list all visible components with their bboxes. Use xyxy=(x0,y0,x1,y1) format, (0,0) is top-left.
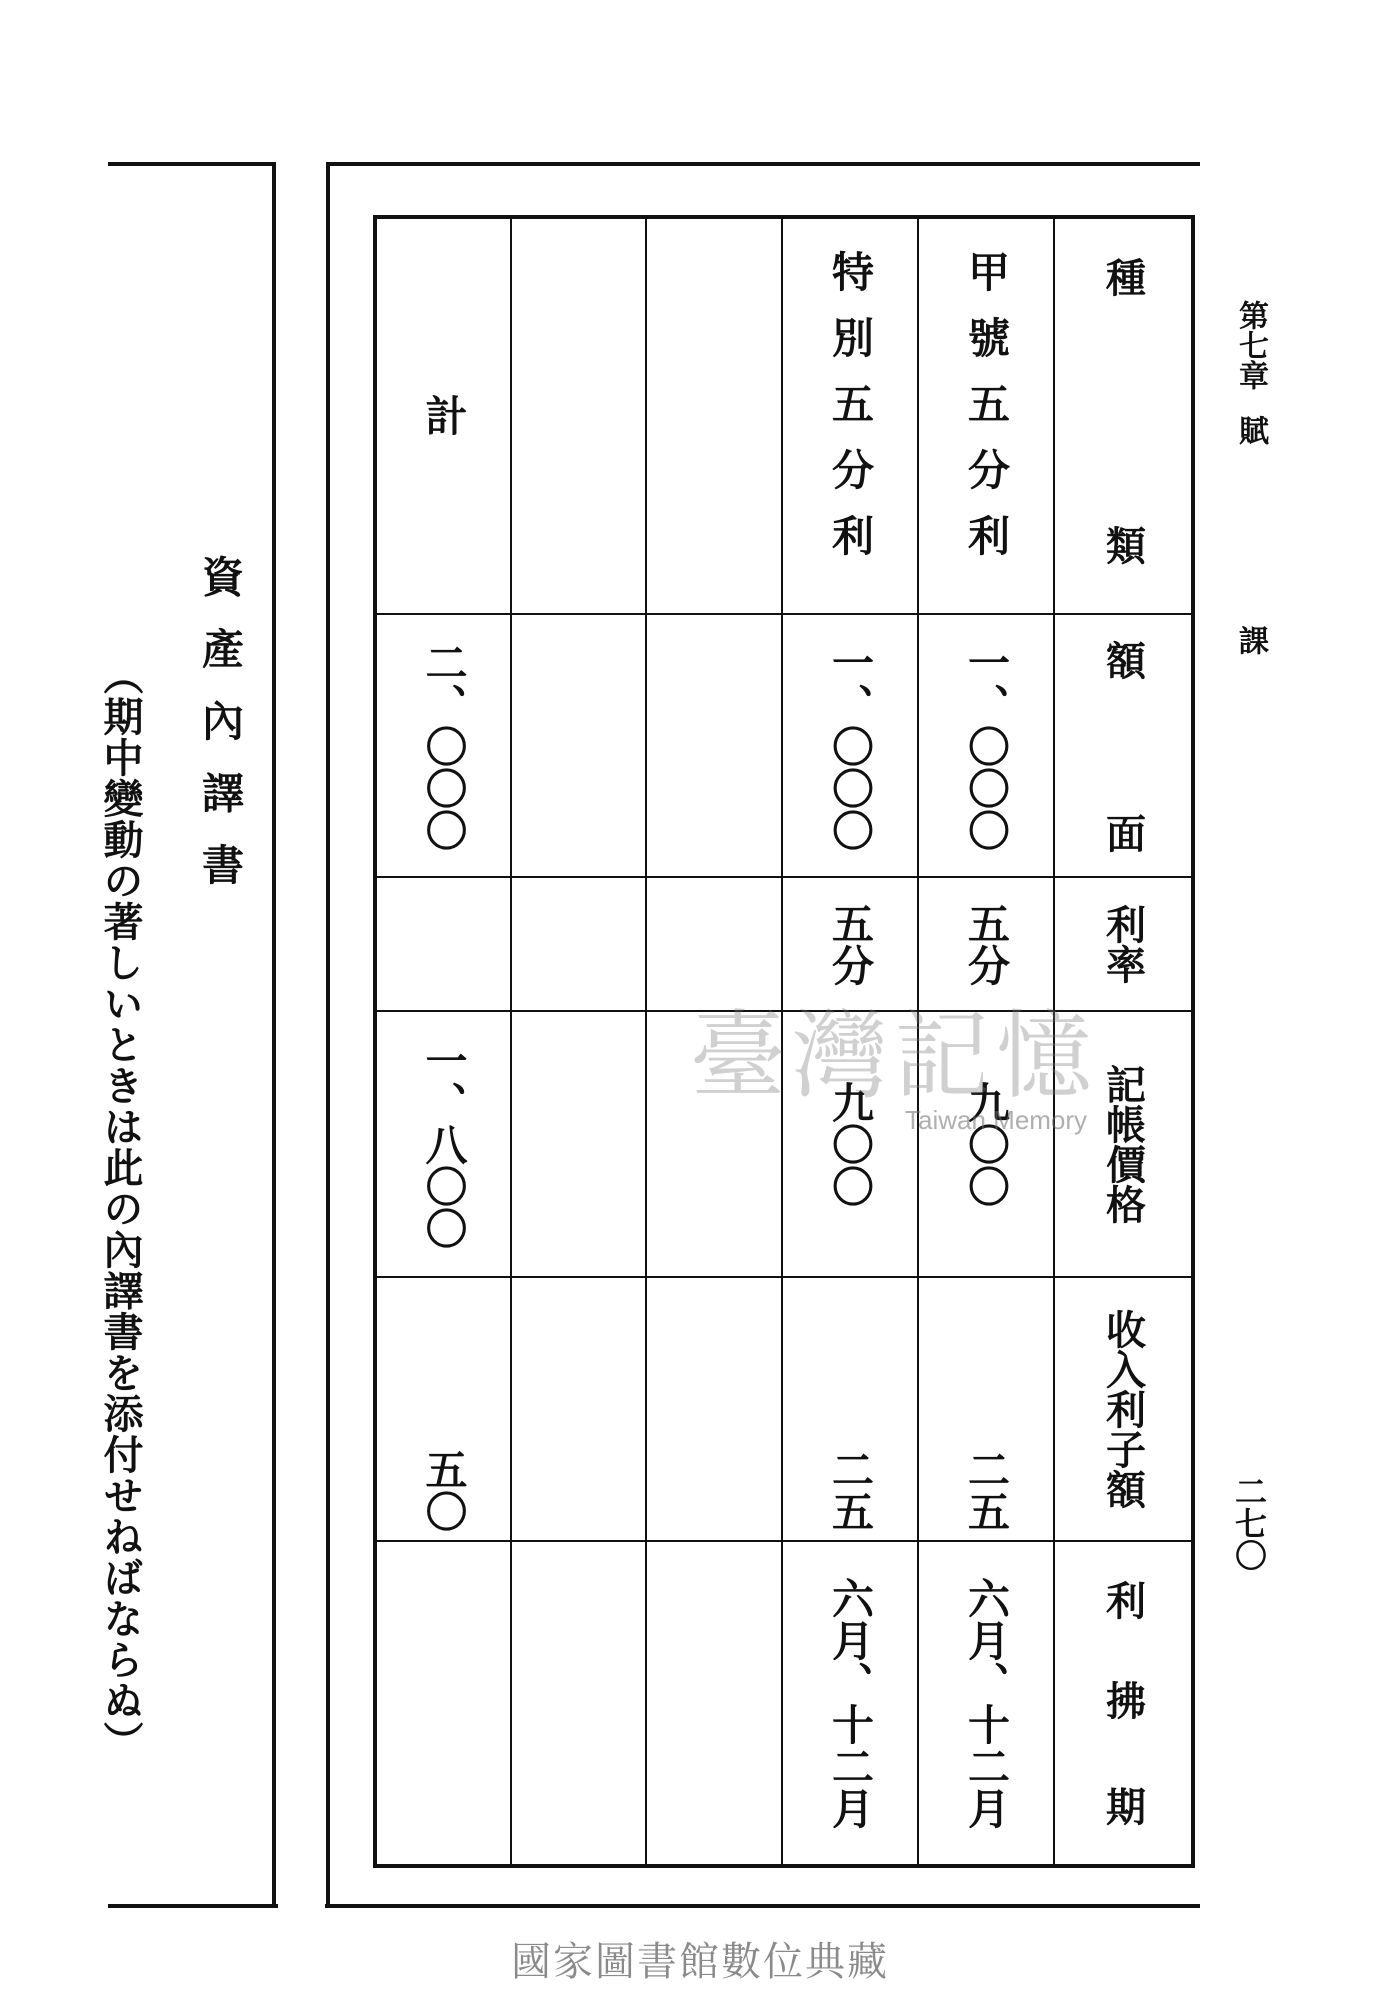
header-face-bottom-label: 面 xyxy=(1099,813,1147,853)
chapter-label: 第七章 xyxy=(1233,300,1268,390)
cell-payment-period: 六月、十二月 xyxy=(826,1577,875,1829)
table-cell xyxy=(783,1542,917,1864)
table-border-bottom xyxy=(373,1864,1195,1868)
header-face-bottom xyxy=(1055,790,1191,876)
header-face-top xyxy=(1055,615,1191,705)
document-title: 資產內譯書 xyxy=(196,555,245,915)
table-cell xyxy=(377,615,510,876)
header-pay-top-label: 利 xyxy=(1099,1580,1147,1620)
cell-interest-rate: 五分 xyxy=(962,902,1011,986)
cell-face-value: 一、〇〇〇 xyxy=(962,640,1011,851)
header-pay-middle-label: 拂 xyxy=(1099,1680,1147,1720)
header-face-top-label: 額 xyxy=(1099,640,1147,680)
table-row xyxy=(783,217,917,613)
header-pay-middle xyxy=(1055,1650,1191,1750)
table-cell xyxy=(919,1278,1053,1540)
header-book-value-label: 記帳價格 xyxy=(1099,1064,1147,1224)
header-pay-bottom-label: 期 xyxy=(1099,1786,1147,1826)
cell-book-value: 九〇〇 xyxy=(962,1081,1011,1207)
cell-face-value: 一、〇〇〇 xyxy=(826,640,875,851)
table-row-total xyxy=(377,217,510,613)
table-border-right xyxy=(1191,215,1195,1868)
total-interest-income: 五〇 xyxy=(419,1448,469,1532)
total-label: 計 xyxy=(419,394,469,436)
cell-payment-period: 六月、十二月 xyxy=(962,1577,1011,1829)
total-book-value: 一、八〇〇 xyxy=(419,1039,469,1249)
table-cell xyxy=(919,1542,1053,1864)
table-cell xyxy=(783,615,917,876)
subsection-label: 課 xyxy=(1233,625,1268,655)
cell-interest-rate: 五分 xyxy=(826,902,875,986)
table-cell xyxy=(377,1012,510,1276)
header-kind-top xyxy=(1055,217,1191,337)
header-kind-top-label: 種 xyxy=(1099,257,1147,297)
archive-footer: 國家圖書館數位典藏 xyxy=(511,1939,889,1985)
table-cell xyxy=(377,1278,510,1540)
watermark-logo: 臺灣記憶 xyxy=(690,1000,1098,1112)
header-kind-bottom xyxy=(1055,490,1191,600)
table-cell xyxy=(783,1278,917,1540)
table-cell xyxy=(919,615,1053,876)
cell-kind: 特別五分利 xyxy=(826,250,875,580)
header-kind-bottom-label: 類 xyxy=(1099,525,1147,565)
total-face-value: 二、〇〇〇 xyxy=(419,640,469,851)
document-note: （期中變動の著しいときは此の內譯書を添付せねばならぬ） xyxy=(97,655,144,1762)
section-label: 賦 xyxy=(1233,415,1268,445)
header-pay-bottom xyxy=(1055,1750,1191,1862)
header-interest-rate-label: 利率 xyxy=(1099,904,1147,984)
cell-book-value: 九〇〇 xyxy=(826,1081,875,1207)
cell-interest-income: 二五 xyxy=(826,1448,875,1532)
table-row-empty xyxy=(512,217,645,1864)
page-number: 二七〇 xyxy=(1230,1475,1268,1571)
table-row xyxy=(919,217,1053,613)
watermark-subtext: Taiwan Memory xyxy=(905,1105,1088,1135)
header-interest-income-label: 收入利子額 xyxy=(1099,1309,1147,1509)
header-interest-income xyxy=(1055,1278,1191,1540)
cell-interest-income: 二五 xyxy=(962,1448,1011,1532)
header-pay-top xyxy=(1055,1550,1191,1650)
cell-kind: 甲號五分利 xyxy=(962,250,1011,580)
